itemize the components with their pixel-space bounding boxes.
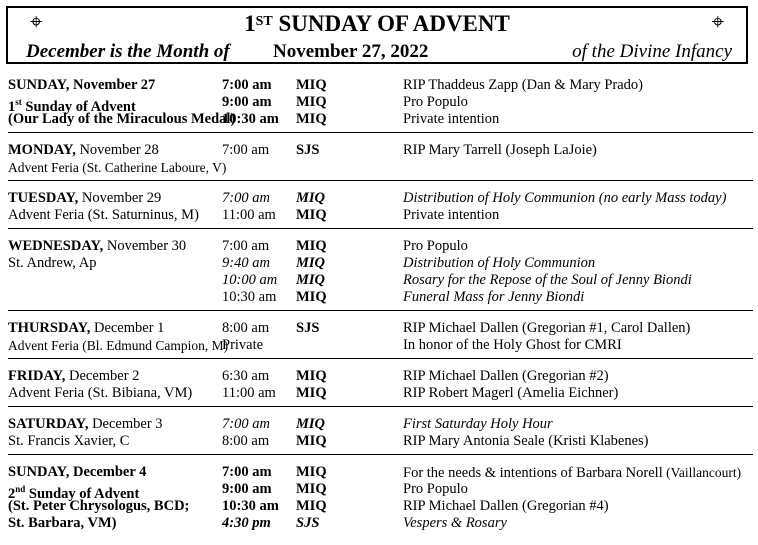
day-label: [8, 368, 139, 385]
mass-intention: [403, 368, 609, 385]
location-code: MIQ: [296, 368, 327, 384]
day-block-monday-nov28: [8, 142, 753, 181]
mass-time: 4:30 pm: [222, 515, 271, 531]
location-code: MIQ: [296, 481, 327, 497]
day-label-text: SUNDAY, December 4: [8, 464, 147, 480]
intention-text: Distribution of Holy Communion: [403, 255, 596, 271]
day-label-text: (St. Peter Chrysologus, BCD;: [8, 498, 190, 514]
bulletin-date: November 27, 2022: [273, 41, 429, 62]
location-code: MIQ: [296, 207, 327, 223]
schedule-row: [8, 481, 753, 502]
day-block-sunday-dec4: [8, 464, 753, 536]
day-label: [8, 416, 163, 433]
day-label-text: December 2: [65, 368, 140, 384]
day-block-saturday-dec3: [8, 416, 753, 455]
day-label: [8, 238, 186, 255]
day-label: [8, 433, 129, 450]
schedule-row: [8, 416, 753, 433]
day-label: [8, 320, 164, 337]
day-label-text: December 1: [90, 320, 165, 336]
schedule-row: [8, 238, 753, 255]
mass-time: 9:00 am: [222, 94, 272, 110]
mass-intention: [403, 515, 507, 532]
mass-intention: [403, 498, 609, 515]
ordinal-number: 1: [8, 98, 16, 115]
cross-icon: ⌖: [711, 10, 724, 35]
intention-text: Private intention: [403, 207, 500, 223]
day-label-text: St. Barbara, VM): [8, 515, 117, 531]
mass-intention: [403, 190, 726, 207]
weekday-label: SATURDAY,: [8, 416, 89, 432]
day-label-text: Sunday of Advent: [25, 485, 140, 502]
day-label: [8, 111, 235, 128]
mass-intention: [403, 320, 690, 337]
mass-intention: [403, 385, 618, 402]
day-label-text: Sunday of Advent: [21, 98, 136, 115]
mass-time: 8:00 am: [222, 433, 270, 449]
location-code: MIQ: [296, 94, 327, 110]
mass-time: 8:00 am: [222, 320, 270, 336]
mass-intention: [403, 337, 622, 354]
location-code: MIQ: [296, 416, 326, 432]
intention-text: For the needs & intentions of Barbara Norell: [403, 465, 663, 481]
mass-intention: [403, 481, 468, 498]
schedule-row: [8, 337, 753, 354]
day-label-text: December 3: [88, 416, 163, 432]
day-label: [8, 464, 146, 481]
location-code: MIQ: [296, 272, 326, 288]
intention-text: Pro Populo: [403, 481, 468, 497]
schedule-row: [8, 159, 753, 176]
intention-text: Pro Populo: [403, 94, 468, 110]
day-label: [8, 207, 199, 224]
intention-text: Funeral Mass for Jenny Biondi: [403, 289, 585, 305]
mass-intention: [403, 416, 553, 433]
schedule-row: [8, 190, 753, 207]
location-code: MIQ: [296, 238, 327, 254]
mass-time: 6:30 am: [222, 368, 270, 384]
mass-intention: [403, 255, 595, 272]
ordinal-suffix: nd: [15, 484, 26, 494]
mass-intention: [403, 433, 649, 450]
weekday-label: MONDAY,: [8, 142, 76, 158]
location-code: MIQ: [296, 289, 327, 305]
day-label-text: November 30: [103, 238, 187, 254]
schedule-row: [8, 77, 753, 94]
location-code: MIQ: [296, 255, 326, 271]
day-label: [8, 255, 96, 272]
schedule-row: [8, 142, 753, 159]
mass-intention: [403, 111, 499, 128]
schedule-row: [8, 207, 753, 224]
intention-text: RIP Michael Dallen (Gregorian #4): [403, 498, 609, 514]
day-label-text: St. Francis Xavier, C: [8, 433, 130, 449]
mass-time: 7:00 am: [222, 77, 272, 93]
mass-time: 9:40 am: [222, 255, 270, 271]
weekday-label: THURSDAY,: [8, 320, 91, 336]
schedule-row: [8, 320, 753, 337]
intention-text: RIP Michael Dallen (Gregorian #1, Carol Dallen): [403, 320, 691, 336]
schedule-row: [8, 255, 753, 272]
ordinal-number: 2: [8, 485, 16, 502]
day-label-text: Advent Feria (St. Saturninus, M): [8, 207, 199, 223]
mass-time: 10:30 am: [222, 498, 279, 514]
mass-intention: [403, 142, 597, 159]
day-label-text: SUNDAY, November 27: [8, 77, 156, 93]
intention-text: First Saturday Holy Hour: [403, 416, 553, 432]
day-label-text: November 29: [78, 190, 162, 206]
intention-text: Pro Populo: [403, 238, 468, 254]
bulletin-header: [6, 6, 748, 64]
intention-text: Rosary for the Repose of the Soul of Jenny Biondi: [403, 272, 692, 288]
mass-time: 10:30 am: [222, 289, 277, 305]
day-block-wednesday-nov30: [8, 238, 753, 311]
location-code: SJS: [296, 320, 320, 336]
intention-note: (no early Mass today): [595, 190, 727, 206]
schedule-row: [8, 498, 753, 515]
mass-intention: [403, 77, 643, 94]
day-label: [8, 498, 189, 515]
schedule-row: [8, 289, 753, 306]
intention-text: RIP Thaddeus Zapp (Dan & Mary Prado): [403, 77, 644, 93]
intention-text: Vespers & Rosary: [403, 515, 507, 531]
schedule-row: [8, 272, 753, 289]
schedule-row: [8, 464, 753, 481]
intention-text: Distribution of Holy Communion: [403, 190, 596, 206]
intention-text: RIP Robert Magerl (Amelia Eichner): [403, 385, 619, 401]
mass-time: 11:00 am: [222, 385, 276, 401]
day-block-friday-dec2: [8, 368, 753, 407]
day-label: [8, 77, 155, 94]
day-block-sunday-nov27: [8, 77, 753, 133]
mass-time: 10:00 am: [222, 272, 278, 288]
day-block-thursday-dec1: [8, 320, 753, 359]
location-code: SJS: [296, 515, 320, 531]
mass-time: 7:00 am: [222, 142, 270, 158]
day-label-text: November 28: [75, 142, 159, 158]
mass-intention: [403, 464, 741, 482]
day-label-text: St. Andrew, Ap: [8, 255, 97, 271]
day-block-tuesday-nov29: [8, 190, 753, 229]
location-code: MIQ: [296, 385, 327, 401]
page-title: 1ST SUNDAY OF ADVENT: [244, 11, 510, 36]
intention-note: (Vaillancourt): [662, 465, 742, 480]
day-label-text: Advent Feria (St. Catherine Laboure, V): [8, 160, 227, 175]
intention-text: RIP Michael Dallen (Gregorian #2): [403, 368, 609, 384]
mass-intention: [403, 289, 584, 306]
weekday-label: WEDNESDAY,: [8, 238, 104, 254]
location-code: MIQ: [296, 111, 327, 127]
day-label-text: Advent Feria (St. Bibiana, VM): [8, 385, 193, 401]
schedule-row: [8, 368, 753, 385]
mass-intention: [403, 94, 468, 111]
mass-time: 11:00 am: [222, 207, 276, 223]
schedule-row: [8, 111, 753, 128]
schedule-row: [8, 515, 753, 532]
weekday-label: TUESDAY,: [8, 190, 79, 206]
mass-time: 10:30 am: [222, 111, 279, 127]
day-label: [8, 337, 228, 354]
mass-time: 7:00 am: [222, 190, 270, 206]
mass-schedule: [8, 77, 753, 545]
location-code: MIQ: [296, 498, 327, 514]
location-code: MIQ: [296, 190, 326, 206]
mass-intention: [403, 272, 692, 289]
mass-intention: [403, 207, 499, 224]
schedule-row: [8, 94, 753, 115]
day-label-text: Advent Feria (Bl. Edmund Campion, M): [8, 338, 229, 353]
intention-text: Private intention: [403, 111, 500, 127]
schedule-row: [8, 433, 753, 450]
day-label: [8, 142, 159, 159]
day-label: [8, 190, 161, 207]
month-dedication-prefix: December is the Month of: [26, 41, 230, 62]
intention-text: RIP Mary Tarrell (Joseph LaJoie): [403, 142, 597, 158]
day-label-text: (Our Lady of the Miraculous Medal): [8, 111, 236, 127]
day-label: [8, 515, 116, 532]
mass-time: 9:00 am: [222, 481, 272, 497]
day-label: [8, 159, 226, 176]
mass-time: Private: [222, 337, 264, 353]
ordinal-suffix: st: [15, 97, 22, 107]
intention-text: RIP Mary Antonia Seale (Kristi Klabenes): [403, 433, 649, 449]
day-label: [8, 385, 192, 402]
location-code: SJS: [296, 142, 320, 158]
mass-intention: [403, 238, 468, 255]
intention-text: In honor of the Holy Ghost for CMRI: [403, 337, 622, 353]
weekday-label: FRIDAY,: [8, 368, 66, 384]
location-code: MIQ: [296, 464, 327, 480]
mass-time: 7:00 am: [222, 416, 270, 432]
location-code: MIQ: [296, 77, 327, 93]
mass-time: 7:00 am: [222, 464, 272, 480]
location-code: MIQ: [296, 433, 327, 449]
month-dedication-suffix: of the Divine Infancy: [572, 41, 732, 62]
schedule-row: [8, 385, 753, 402]
cross-icon: ⌖: [30, 10, 43, 35]
mass-time: 7:00 am: [222, 238, 270, 254]
